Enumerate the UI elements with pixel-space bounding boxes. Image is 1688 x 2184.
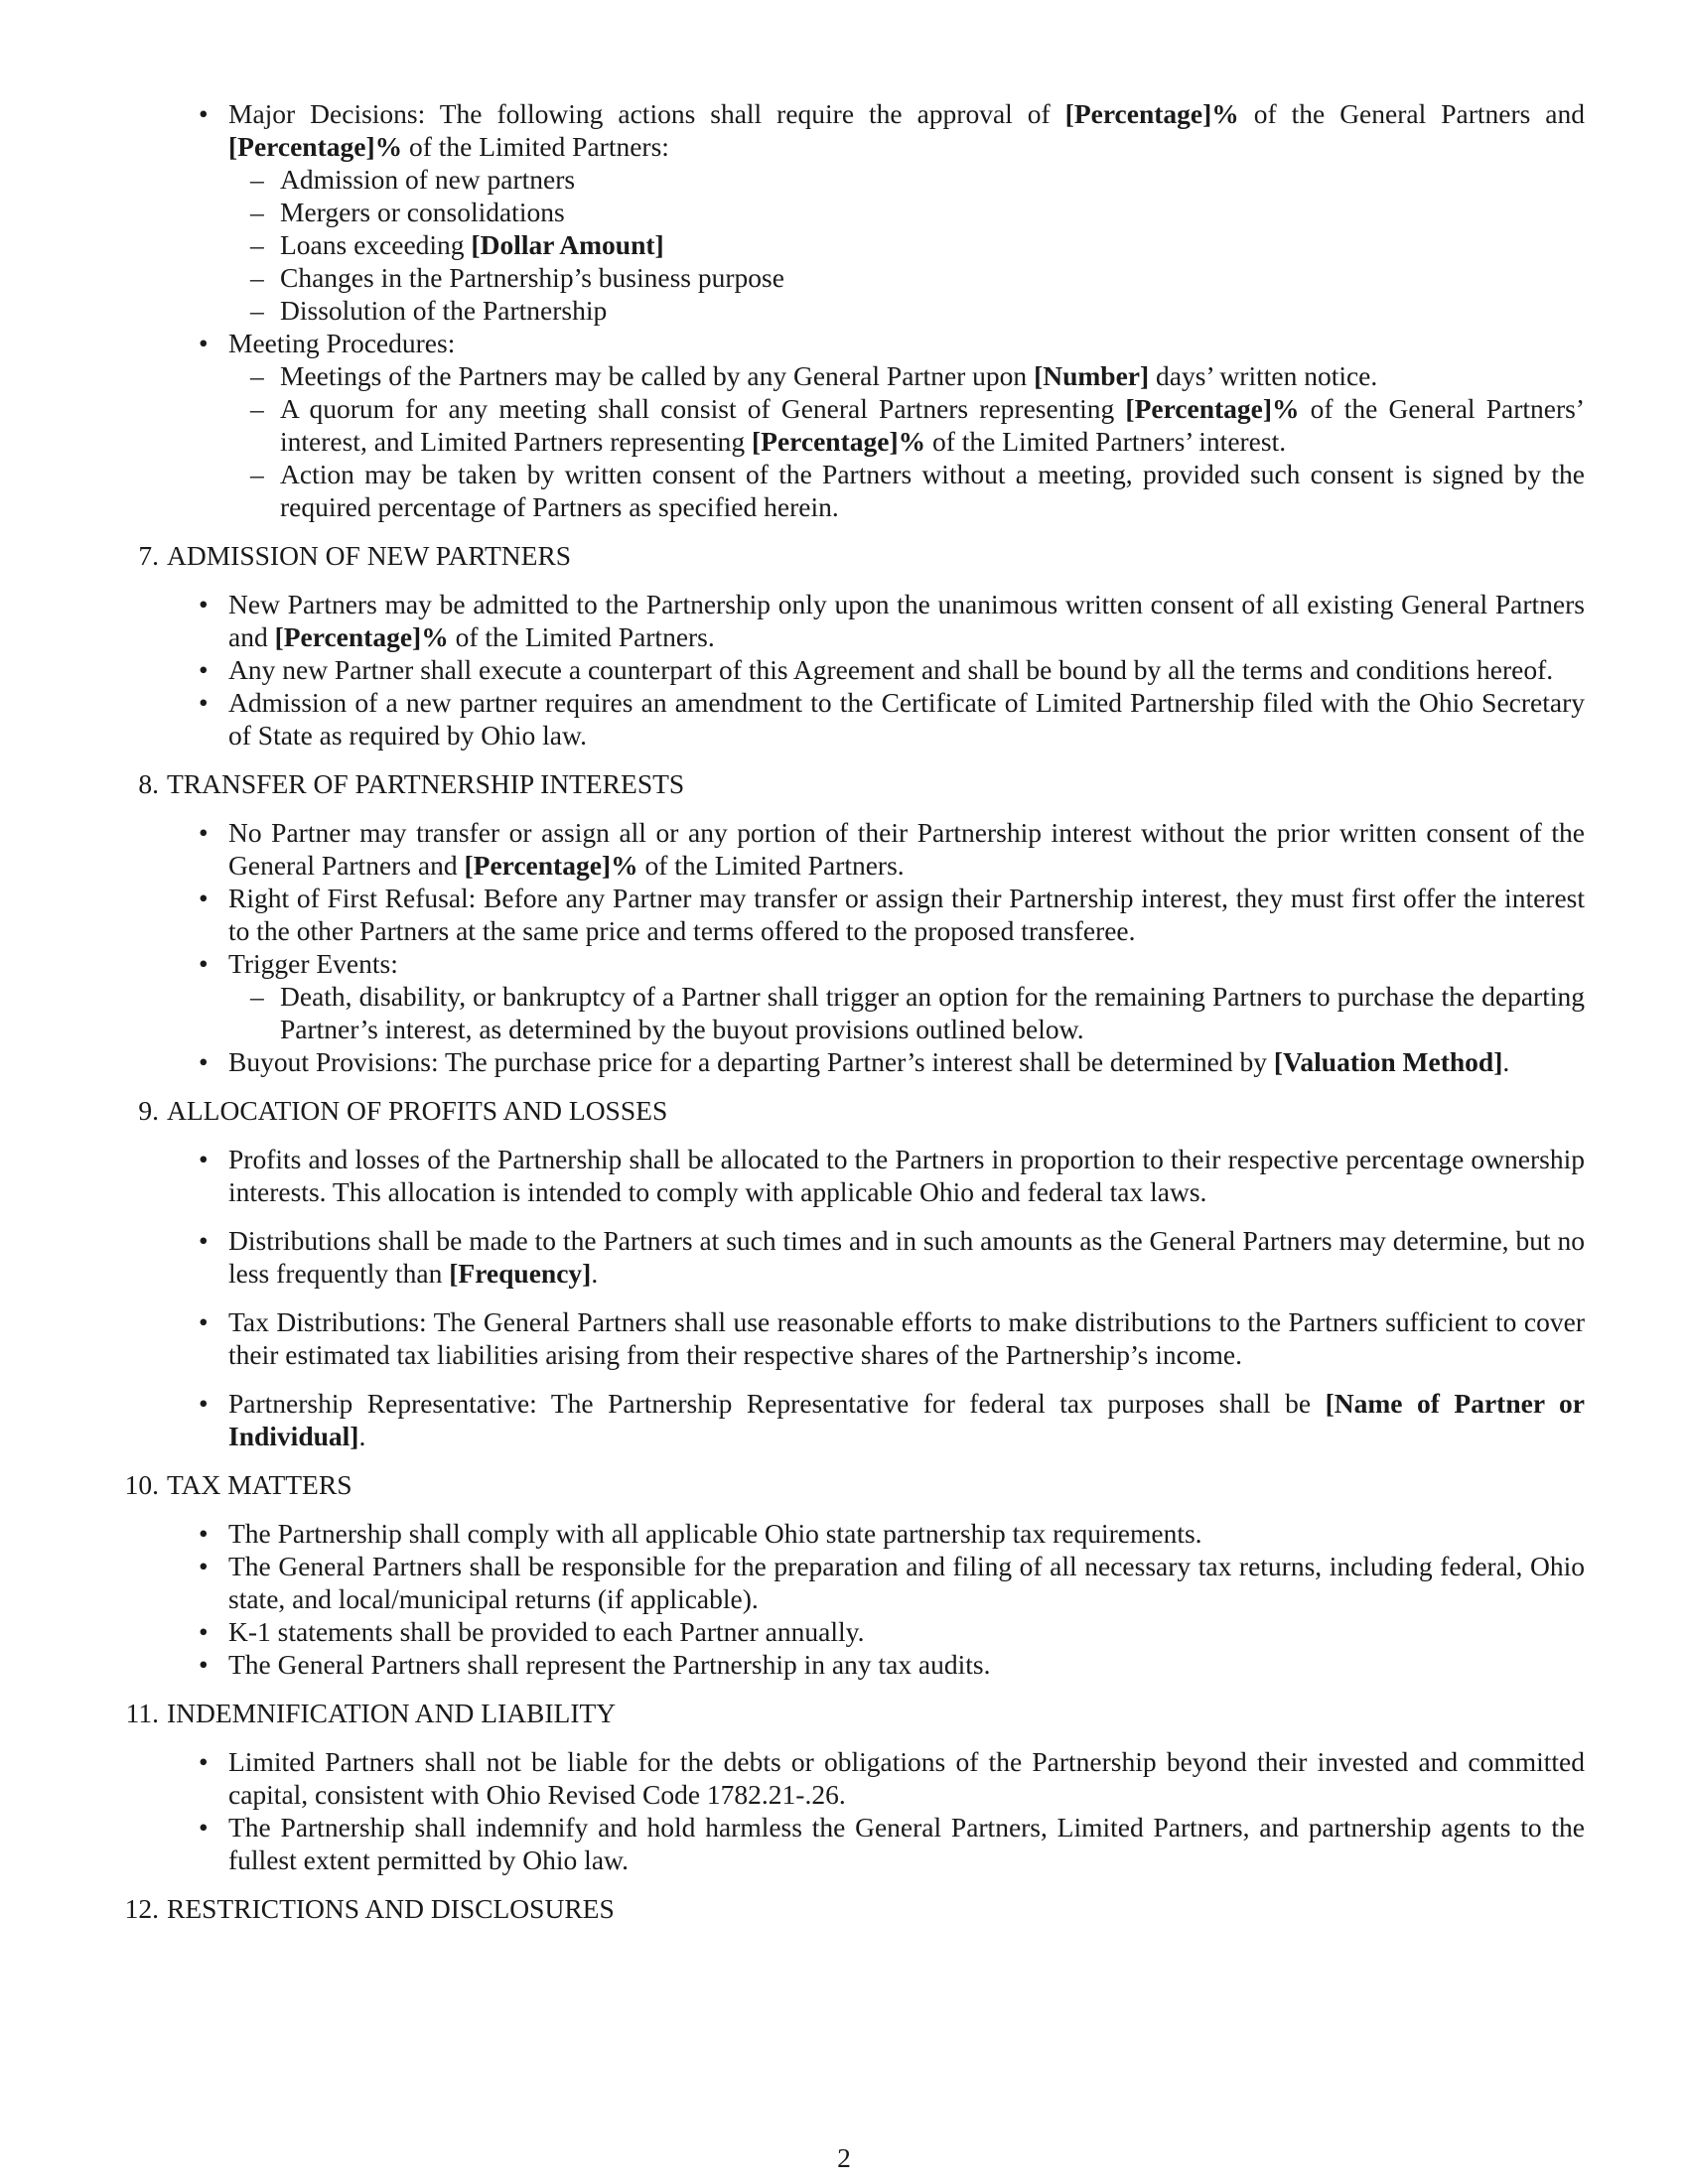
list-item: • K-1 statements shall be provided to each Partner annually.: [119, 1615, 1585, 1648]
section-title: TRANSFER OF PARTNERSHIP INTERESTS: [167, 768, 685, 799]
major-decision-subitem: – Loans exceeding [Dollar Amount]: [119, 228, 1585, 261]
placeholder-percentage: [Percentage]%: [1064, 98, 1239, 129]
list-item: • No Partner may transfer or assign all or any portion of their Partnership interest without the prior written consent of the General Partners and [Percentage]% of the Limited Partners.: [119, 816, 1585, 882]
section-10-list: [119, 1517, 1585, 1681]
section-title: TAX MATTERS: [167, 1469, 352, 1500]
list-subitem: – Death, disability, or bankruptcy of a Partner shall trigger an option for the remaining Partners to purchase the departing Partner’s interest, as determined by the buyout provisions outlined below.: [119, 980, 1585, 1045]
section-7-list: [119, 588, 1585, 751]
placeholder-percentage: [Percentage]%: [228, 131, 403, 162]
meeting-subitem: – A quorum for any meeting shall consist of General Partners representing [Percentage]% of the General Partners’ interest, and Limited Partners representing [Percentage]% of the Limited Partners’ interest.: [119, 392, 1585, 458]
section-8-list: [119, 816, 1585, 1078]
list-item: • Buyout Provisions: The purchase price for a departing Partner’s interest shall be determined by [Valuation Method].: [119, 1045, 1585, 1078]
list-item: • Right of First Refusal: Before any Partner may transfer or assign their Partnership interest, they must first offer the interest to the other Partners at the same price and terms offered to the proposed transferee.: [119, 882, 1585, 947]
placeholder-valuation-method: [Valuation Method]: [1273, 1046, 1503, 1077]
major-decision-subitem: – Dissolution of the Partnership: [119, 294, 1585, 327]
list-item: • Distributions shall be made to the Partners at such times and in such amounts as the General Partners may determine, but no less frequently than [Frequency].: [119, 1224, 1585, 1290]
section-11-list: [119, 1745, 1585, 1876]
list-item: • Profits and losses of the Partnership shall be allocated to the Partners in proportion to their respective percentage ownership interests. This allocation is intended to comply with applicable Ohio and federal tax laws.: [119, 1143, 1585, 1208]
section-title: ALLOCATION OF PROFITS AND LOSSES: [167, 1095, 668, 1126]
placeholder-percentage: [Percentage]%: [274, 621, 449, 652]
section-6-continuation: [119, 97, 1585, 523]
major-decisions-item: • Major Decisions: The following actions shall require the approval of [Percentage]% of the General Partners and [Percentage]% of the Limited Partners:: [119, 97, 1585, 163]
placeholder-percentage: [Percentage]%: [1125, 393, 1300, 424]
section-heading-9: 9. ALLOCATION OF PROFITS AND LOSSES: [138, 1095, 668, 1126]
list-item: • Any new Partner shall execute a counterpart of this Agreement and shall be bound by all the terms and conditions hereof.: [119, 653, 1585, 686]
placeholder-name: [Name of Partner or Individual]: [228, 1388, 1586, 1451]
list-item: • Partnership Representative: The Partnership Representative for federal tax purposes shall be [Name of Partner or Individual].: [119, 1387, 1585, 1452]
placeholder-number: [Number]: [1034, 360, 1150, 391]
section-heading-11: 11. INDEMNIFICATION AND LIABILITY: [125, 1698, 617, 1728]
list-item: • The General Partners shall be responsible for the preparation and filing of all necessary tax returns, including federal, Ohio state, and local/municipal returns (if applicable).: [119, 1550, 1585, 1615]
meeting-subitem: – Action may be taken by written consent of the Partners without a meeting, provided such consent is signed by the required percentage of Partners as specified herein.: [119, 458, 1585, 523]
list-item: • The General Partners shall represent the Partnership in any tax audits.: [119, 1648, 1585, 1681]
section-9-list: [119, 1143, 1585, 1452]
meeting-subitem: – Meetings of the Partners may be called by any General Partner upon [Number] days’ written notice.: [119, 359, 1585, 392]
page-number: 2: [837, 2142, 851, 2173]
section-heading-8: 8. TRANSFER OF PARTNERSHIP INTERESTS: [138, 768, 685, 799]
placeholder-percentage: [Percentage]%: [752, 426, 926, 457]
major-decision-subitem: – Changes in the Partnership’s business purpose: [119, 261, 1585, 294]
list-item: • Tax Distributions: The General Partners shall use reasonable efforts to make distributions to the Partners sufficient to cover their estimated tax liabilities arising from their respective shares of the Partnership’s income.: [119, 1305, 1585, 1371]
meeting-procedures-item: • Meeting Procedures:: [119, 327, 1585, 359]
document-body: [119, 97, 1585, 1941]
list-item: • The Partnership shall indemnify and hold harmless the General Partners, Limited Partners, and partnership agents to the fullest extent permitted by Ohio law.: [119, 1811, 1585, 1876]
list-item: • Limited Partners shall not be liable for the debts or obligations of the Partnership beyond their invested and committed capital, consistent with Ohio Revised Code 1782.21-.26.: [119, 1745, 1585, 1811]
section-title: ADMISSION OF NEW PARTNERS: [167, 540, 572, 571]
section-heading-7: 7. ADMISSION OF NEW PARTNERS: [138, 540, 572, 571]
placeholder-frequency: [Frequency]: [449, 1258, 592, 1289]
section-title: INDEMNIFICATION AND LIABILITY: [167, 1698, 617, 1728]
placeholder-percentage: [Percentage]%: [464, 850, 638, 881]
section-heading-12: 12. RESTRICTIONS AND DISCLOSURES: [124, 1893, 615, 1924]
placeholder-dollar-amount: [Dollar Amount]: [471, 229, 664, 260]
list-item: • Trigger Events:: [119, 947, 1585, 980]
list-item: • New Partners may be admitted to the Partnership only upon the unanimous written consent of all existing General Partners and [Percentage]% of the Limited Partners.: [119, 588, 1585, 653]
major-decision-subitem: – Mergers or consolidations: [119, 196, 1585, 228]
major-decision-subitem: – Admission of new partners: [119, 163, 1585, 196]
section-title: RESTRICTIONS AND DISCLOSURES: [167, 1893, 615, 1924]
list-item: • Admission of a new partner requires an amendment to the Certificate of Limited Partnership filed with the Ohio Secretary of State as required by Ohio law.: [119, 686, 1585, 751]
section-heading-10: 10. TAX MATTERS: [124, 1469, 352, 1500]
list-item: • The Partnership shall comply with all applicable Ohio state partnership tax requirements.: [119, 1517, 1585, 1550]
